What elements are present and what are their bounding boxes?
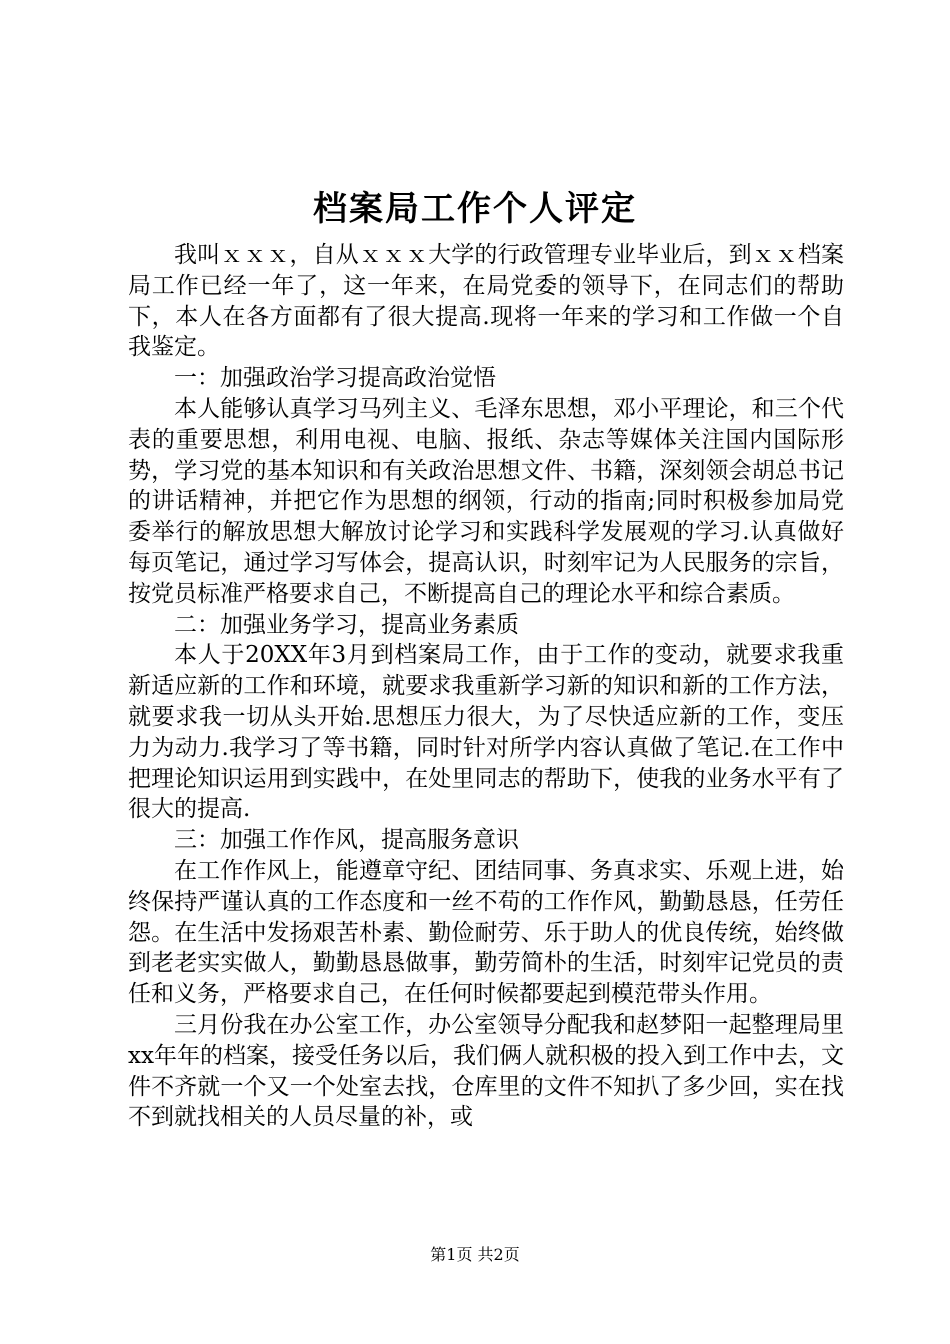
paragraph-section-3-continued: 三月份我在办公室工作，办公室领导分配我和赵梦阳一起整理局里xx年年的档案，接受任务以后，我们俩人就积极的投入到工作中去，文件不齐就一个又一个处室去找，仓库里的文件不知扒了多少回，实在找不到就找相关的人员尽量的补，或	[128, 1011, 844, 1131]
paragraph-intro: 我叫ｘｘｘ，自从ｘｘｘ大学的行政管理专业毕业后，到ｘｘ档案局工作已经一年了，这一年来，在局党委的领导下，在同志们的帮助下，本人在各方面都有了很大提高.现将一年来的学习和工作做一个自我鉴定。	[128, 242, 844, 361]
paragraph-section-1: 本人能够认真学习马列主义、毛泽东思想，邓小平理论，和三个代表的重要思想，利用电视、电脑、报纸、杂志等媒体关注国内国际形势，学习党的基本知识和有关政治思想文件、书籍，深刻领会胡总书记的讲话精神，并把它作为思想的纲领，行动的指南;同时积极参加局党委举行的解放思想大解放讨论学习和实践科学发展观的学习.认真做好每页笔记，通过学习写体会，提高认识，时刻牢记为人民服务的宗旨，按党员标准严格要求自己，不断提高自己的理论水平和综合素质。	[128, 395, 844, 607]
page-number-footer: 第1页 共2页	[430, 1245, 520, 1264]
section-heading-2: 二：加强业务学习，提高业务素质	[174, 611, 519, 638]
paragraph-section-2: 本人于20XX年3月到档案局工作，由于工作的变动，就要求我重新适应新的工作和环境，就要求我重新学习新的知识和新的工作方法，就要求我一切从头开始.思想压力很大，为了尽快适应新的工作，变压力为动力.我学习了等书籍，同时针对所学内容认真做了笔记.在工作中把理论知识运用到实践中，在处里同志的帮助下，使我的业务水平有了很大的提高.	[128, 642, 844, 823]
section-heading-3: 三：加强工作作风，提高服务意识	[174, 827, 519, 854]
paragraph-section-3: 在工作作风上，能遵章守纪、团结同事、务真求实、乐观上进，始终保持严谨认真的工作态度和一丝不苟的工作作风，勤勤恳恳，任劳任怨。在生活中发扬艰苦朴素、勤俭耐劳、乐于助人的优良传统，始终做到老老实实做人，勤勤恳恳做事，勤劳简朴的生活，时刻牢记党员的责任和义务，严格要求自己，在任何时候都要起到模范带头作用。	[128, 857, 844, 1008]
document-title: 档案局工作个人评定	[313, 189, 637, 229]
document-body	[128, 240, 844, 1133]
section-heading-1: 一：加强政治学习提高政治觉悟	[174, 365, 496, 392]
